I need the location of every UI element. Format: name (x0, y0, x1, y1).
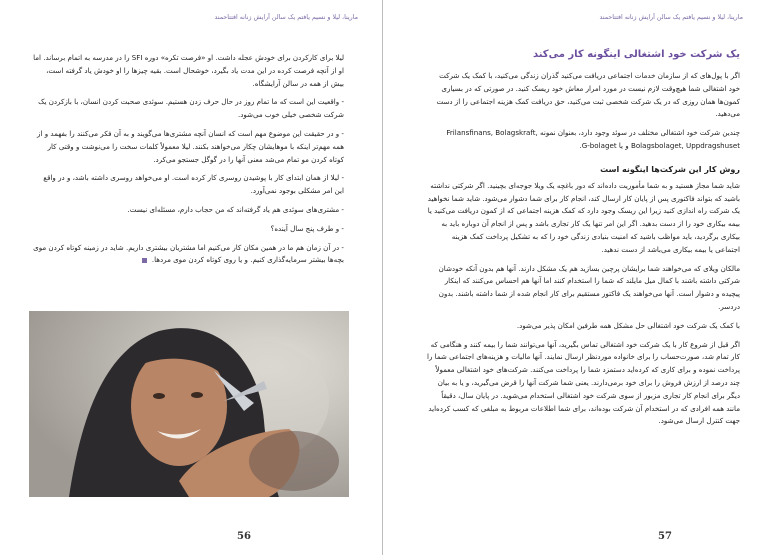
left-column-text (33, 52, 344, 273)
right-column-text (426, 48, 740, 434)
left-page (0, 0, 382, 555)
running-header: مارینا، لیلا و نسیم یافتم یک سالن آرایش زنانه افتتاحمند (599, 14, 743, 21)
body-paragraph: مالکان ویلای که می‌خواهند شما برایشان پرچین بسازید هم یک مشکل دارند. آنها هم بدون آنکه خودشان شرکتی داشته باشند با کمال میل مایلند که شما را استخدام کنند اما آنها هم احساس می‌کنند که اینکار پیچیده و دشوار است. آنها می‌خواهند یک فاکتور مستقیم برای کار انجام شده از شما داشته باشند. بدون دردسر. (438, 263, 740, 311)
paragraph: - و طرف پنج سال آینده؟ (270, 223, 344, 233)
paragraph-last (33, 242, 344, 268)
body-paragraph: شاید شما مجاز هستید و به شما مأموریت داده‌اند که دور باغچه یک ویلا جوجه‌ای بچینید. اگر شرکتی نداشته باشید که بتواند فاکتوری پس از پایان کار ارسال کند، انجام کار برای شما دشوار می‌شود. شاید شما نخواهید یک شرکت راه اندازی کنید زیرا این ریسک وجود دارد که کمک هزینه اجتماعی که از کمون دریافت می‌کنید یا بیمه بیکاری خود را از دست بدهید. اگر این امر تنها یک کار تجاری باشد و پس از انجام آن دوباره باید به بیکاری برگردید، باید مواظب باشید که امنیت بنیادی زندگی خود را که به تشکیل پرداخت کمک هزینه اجتماعی یا بیمه بیکاری می‌باشد از دست ندهید. (427, 180, 740, 254)
photo-illustration (29, 311, 349, 497)
body-paragraph: اگر قبل از شروع کار با یک شرکت خود اشتغالی تماس بگیرید، آنها می‌توانند شما را بیمه کنند و هنگامی که کار تمام شد، صورت‌حساب را برای خانواده موردنظر ارسال نمایند. آنها مالیات و هزینه‌های اجتماعی شما را پرداخت نموده و برای کاری که کرده‌اید دستمزد شما را پرداخت می‌کنند. شرکت‌های خود اشتغالی معمولاً چند درصد از ارزش فروش را برای خود برمی‌دارند. یعنی شما شرکت آنها را قرض می‌گیرید، و یا به بیان دیگر برای انجام کار تجاری مزبور از سوی شرکت خود اشتغالی استخدام می‌شوید. در پایان سال، دقیقاً مانند همه افرادی که در استخدام آن شرکت بوده‌اند، برای شما اطلاعات مربوط به مبلغی که کسب کرده‌اید جهت کنترل ارسال می‌شود. (427, 339, 740, 426)
paragraph: - و در حقیقت این موضوع مهم است که انسان آنچه مشتری‌ها می‌گویند و به آن فکر می‌کنند را بفهمد و از همه مهم‌تر اینکه با موهایشان چکار می‌خواهند بکنند. لیلا معمولاً کلمات سخت را می‌نوشت و وقتی کار کوتاه کردن مو تمام می‌شد معنی آنها را در گوگل جستجو می‌کرد. (37, 128, 344, 164)
paragraph-last-text: - در آن زمان هم ما در همین مکان کار می‌کنیم اما مشتریان بیشتری داریم. شاید در زمینه کوتاه کردن موی بچه‌ها بیشتر سرمایه‌گذاری کنیم. و یا روی کوتاه کردن موی مردها. (33, 242, 344, 265)
paragraph: - واقعیت این است که ما تمام روز در حال حرف زدن هستیم. سوئدی صحبت کردن انسان، با بازکردن یک شرکت شخصی خیلی خوب می‌شود. (38, 97, 344, 120)
end-square-icon (142, 258, 147, 263)
page-number: 57 (658, 531, 672, 542)
article-title: یک شرکت خود اشتغالی اینگونه کار می‌کند (532, 49, 740, 60)
paragraph: - مشتری‌های سوئدی هم یاد گرفته‌اند که من حجاب دارم، مسئله‌ای نیست. (127, 204, 344, 214)
paragraph: - لیلا از همان ابتدای کار با پوشیدن روسری کار کرده است. او می‌خواهد روسری داشته باشد، و در واقع این امر مشکلی بوجود نمی‌آورد. (43, 173, 344, 196)
body-paragraph: با کمک یک شرکت خود اشتغالی حل مشکل همه طرفین امکان پذیر می‌شود. (516, 320, 740, 330)
running-header: مارینا، لیلا و نسیم یافتم یک سالن آرایش زنانه افتتاحمند (214, 14, 358, 21)
intro-paragraph: اگر با پول‌های که از سازمان خدمات اجتماعی دریافت می‌کنید گذران زندگی می‌کنید، با کمک یک شرکت خود اشتغالی شما هیچ‌وقت لازم نیست در مورد امرار معاش خود ریسک کنید. در صورتی که در بسیاری کمون‌ها همان روزی که در یک شرکت شخصی ثبت می‌کنید، حق دریافت کمک هزینه اجتماعی را از دست می‌دهید. (436, 71, 740, 119)
page-number: 56 (237, 531, 251, 542)
intro-paragraph: چندین شرکت خود اشتغالی مختلف در سوئد وجود دارد، بعنوان نمونه Frilansfinans, Bolagskraft, Bolagsbolaget, Uppdragshuset و یا G-bolaget. (446, 128, 740, 150)
right-page (383, 0, 765, 555)
hairdresser-photo (29, 311, 349, 497)
subheading: روش کار این شرکت‌ها اینگونه است (600, 164, 740, 174)
paragraph: لیلا برای کارکردن برای خودش عجله داشت. او «فرصت تکره» دوره SFI را در مدرسه به اتمام برساند. اما او از آنچه فرصت کرده در این مدت یاد بگیرد، خوشحال است. بقیه چیزها را او خودش یاد گرفته است، بیش از همه در سالن آرایشگاه. (33, 53, 344, 88)
